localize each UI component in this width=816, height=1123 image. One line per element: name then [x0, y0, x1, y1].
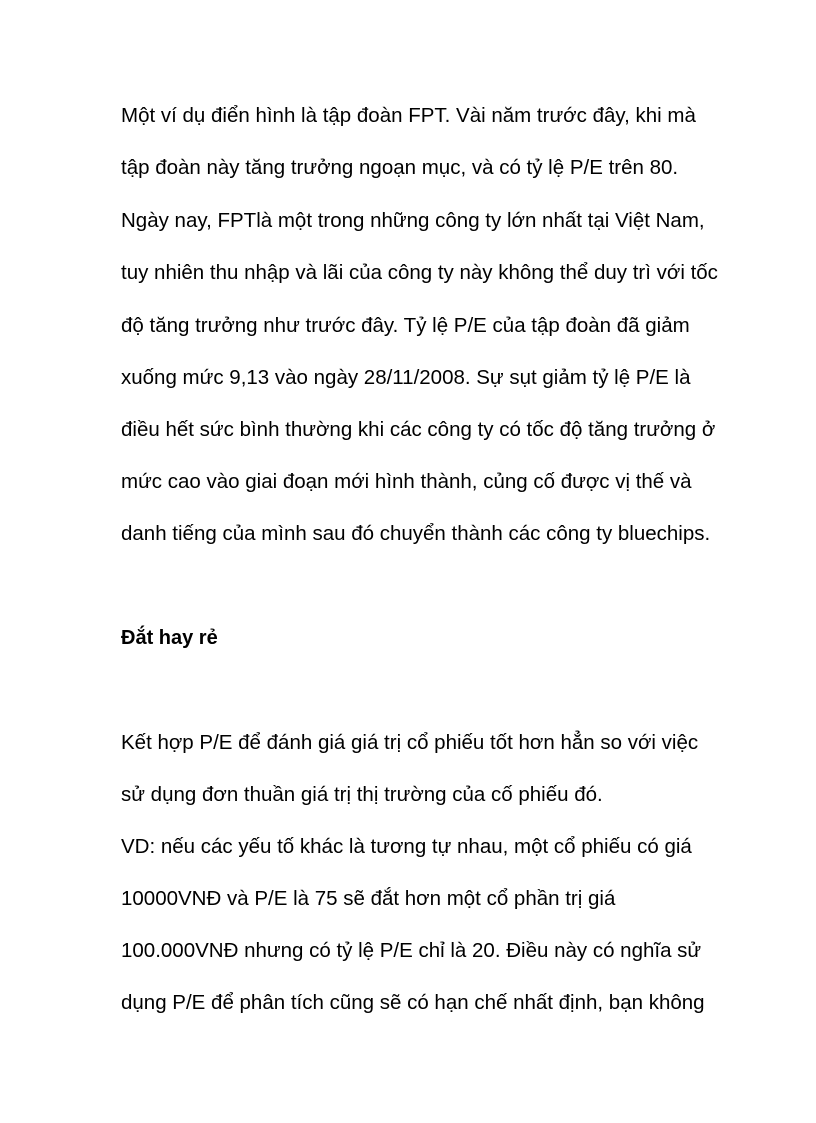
paragraph-2-line: 10000VNĐ và P/E là 75 sẽ đắt hơn một cổ phần trị giá [121, 887, 616, 910]
paragraph-2-line: VD: nếu các yếu tố khác là tương tự nhau, một cổ phiếu có giá [121, 835, 692, 858]
paragraph-2-line: 100.000VNĐ nhưng có tỷ lệ P/E chỉ là 20. Điều này có nghĩa sử [121, 939, 702, 962]
paragraph-1-line: danh tiếng của mình sau đó chuyển thành các công ty bluechips. [121, 522, 711, 545]
paragraph-1-line: độ tăng trưởng như trước đây. Tỷ lệ P/E của tập đoàn đã giảm [121, 314, 690, 337]
paragraph-2-line: sử dụng đơn thuần giá trị thị trường của cố phiếu đó. [121, 783, 603, 806]
paragraph-1-line: xuống mức 9,13 vào ngày 28/11/2008. Sự sụt giảm tỷ lệ P/E là [121, 366, 691, 389]
paragraph-1-line: mức cao vào giai đoạn mới hình thành, củng cố được vị thế và [121, 470, 692, 493]
section-heading: Đắt hay rẻ [121, 627, 218, 649]
paragraph-2-line: Kết hợp P/E để đánh giá giá trị cổ phiếu tốt hơn hẳn so với việc [121, 731, 699, 754]
paragraph-1-line: điều hết sức bình thường khi các công ty có tốc độ tăng trưởng ở [121, 418, 716, 441]
paragraph-1-line: Ngày nay, FPTlà một trong những công ty lớn nhất tại Việt Nam, [121, 209, 705, 232]
paragraph-1-line: Một ví dụ điển hình là tập đoàn FPT. Vài năm trước đây, khi mà [121, 104, 696, 127]
paragraph-1-line: tuy nhiên thu nhập và lãi của công ty này không thể duy trì với tốc [121, 261, 718, 284]
paragraph-2-line: dụng P/E để phân tích cũng sẽ có hạn chế nhất định, bạn không [121, 991, 705, 1014]
paragraph-1-line: tập đoàn này tăng trưởng ngoạn mục, và có tỷ lệ P/E trên 80. [121, 156, 679, 179]
